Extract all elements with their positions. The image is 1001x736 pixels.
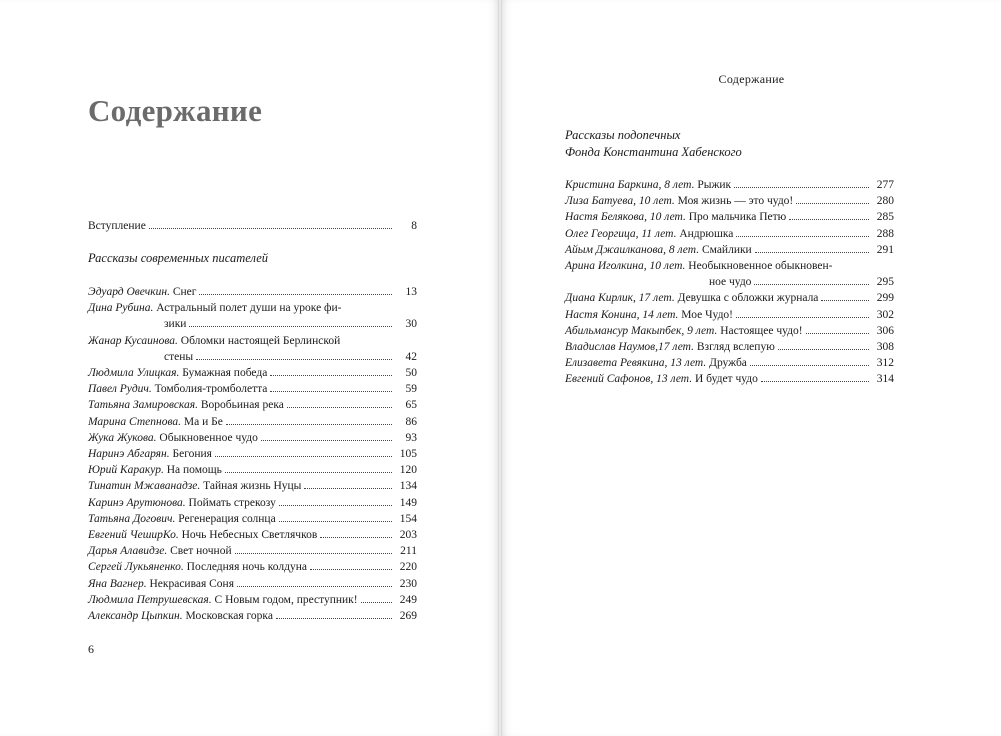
toc-entry-page: 8 xyxy=(411,220,417,232)
toc-entry-title: На помощь xyxy=(166,464,222,477)
toc-list-wards xyxy=(565,177,894,388)
toc-entry-page: 220 xyxy=(399,561,417,574)
toc-entry-title: Мое Чудо! xyxy=(681,308,734,321)
toc-entry-author: Павел Рудич. xyxy=(88,383,152,396)
toc-entry-page: 149 xyxy=(399,496,417,509)
dot-leader xyxy=(304,488,392,489)
toc-entry[interactable] xyxy=(565,323,894,339)
toc-entry[interactable] xyxy=(88,333,417,365)
dot-leader xyxy=(761,381,869,382)
toc-entry-title-cont: зики xyxy=(164,318,187,331)
toc-entry-page: 203 xyxy=(399,529,417,542)
dot-leader xyxy=(789,219,869,220)
dot-leader xyxy=(270,375,392,376)
toc-entry-author: Татьяна Замировская. xyxy=(88,399,198,412)
toc-entry[interactable] xyxy=(88,559,417,575)
dot-leader xyxy=(235,553,392,554)
toc-entry-author: Каринэ Арутюнова. xyxy=(88,496,186,509)
toc-entry-author: Дина Рубина. xyxy=(88,302,154,315)
toc-entry-author: Евгений Сафонов, 13 лет. xyxy=(565,373,693,386)
toc-entry-author: Сергей Лукьяненко. xyxy=(88,561,184,574)
toc-entry-line xyxy=(88,349,417,365)
dot-leader xyxy=(778,349,869,350)
toc-entry-author: Эдуард Овечкин. xyxy=(88,286,170,298)
dot-leader xyxy=(821,300,869,301)
toc-entry-page: 86 xyxy=(405,415,417,428)
toc-entry-page: 306 xyxy=(876,324,894,337)
toc-entry-line xyxy=(88,300,417,316)
toc-entry[interactable] xyxy=(88,527,417,543)
toc-entry-title: Бумажная победа xyxy=(182,367,268,380)
toc-entry[interactable] xyxy=(88,397,417,413)
toc-entry-page: 65 xyxy=(405,399,417,412)
toc-entry-author: Елизавета Ревякина, 13 лет. xyxy=(565,357,707,370)
toc-entry[interactable] xyxy=(88,478,417,494)
toc-entry-author: Кристина Баркина, 8 лет. xyxy=(565,179,695,191)
toc-entry-title: Астральный полет души на уроке фи- xyxy=(156,302,342,315)
toc-entry-page: 93 xyxy=(405,431,417,444)
toc-entry-title: И будет чудо xyxy=(694,373,758,386)
dot-leader xyxy=(754,284,869,285)
toc-entry-title: Ночь Небесных Светлячков xyxy=(181,529,318,542)
toc-entry[interactable] xyxy=(88,365,417,381)
page-number: 6 xyxy=(88,642,94,656)
dot-leader xyxy=(320,537,392,538)
dot-leader xyxy=(755,252,869,253)
toc-entry[interactable] xyxy=(565,226,894,242)
toc-entry-title: Томболия-тромболетта xyxy=(154,383,268,396)
toc-entry[interactable] xyxy=(565,242,894,258)
toc-entry-page: 291 xyxy=(876,243,894,256)
toc-entry-title: Моя жизнь — это чудо! xyxy=(677,195,794,208)
toc-entry-line xyxy=(88,333,417,349)
dot-leader xyxy=(196,359,392,360)
dot-leader xyxy=(215,456,392,457)
toc-entry-title: Свет ночной xyxy=(170,545,232,558)
dot-leader xyxy=(226,424,392,425)
toc-entry-title: Смайлики xyxy=(701,243,752,256)
toc-entry-author: Людмила Улицкая. xyxy=(88,367,180,380)
toc-entry-page: 312 xyxy=(876,357,894,370)
toc-entry-title-cont: стены xyxy=(164,350,194,363)
toc-entry-line xyxy=(565,258,894,274)
dot-leader xyxy=(287,407,392,408)
toc-entry-page: 285 xyxy=(876,211,894,224)
toc-entry[interactable] xyxy=(88,592,417,608)
toc-entry-author: Наринэ Абгарян. xyxy=(88,448,170,461)
toc-entry-page: 269 xyxy=(399,610,417,623)
dot-leader xyxy=(237,586,392,587)
toc-entry[interactable] xyxy=(88,284,417,300)
dot-leader xyxy=(736,236,869,237)
toc-entry-title: Андрюшка xyxy=(679,227,734,240)
toc-entry-author: Лиза Батуева, 10 лет. xyxy=(565,195,675,208)
toc-entry-page: 59 xyxy=(405,383,417,396)
toc-entry-page: 308 xyxy=(876,341,894,354)
toc-entry[interactable] xyxy=(88,414,417,430)
toc-entry[interactable] xyxy=(88,495,417,511)
toc-entry-title: Поймать стрекозу xyxy=(188,496,276,509)
toc-entry-title: Тайная жизнь Нуцы xyxy=(203,480,302,493)
toc-entry-author: Евгений ЧеширКо. xyxy=(88,529,179,542)
toc-entry-title: Московская горка xyxy=(185,610,273,623)
toc-entry-page: 299 xyxy=(876,292,894,305)
toc-entry-title: Регенерация солнца xyxy=(178,512,276,525)
toc-entry-title: Снег xyxy=(172,286,197,298)
section-title-writers: Рассказы современных писателей xyxy=(88,251,269,265)
section-title-line2: Фонда Константина Хабенского xyxy=(565,145,742,159)
toc-entry[interactable] xyxy=(565,339,894,355)
toc-entry[interactable] xyxy=(88,576,417,592)
toc-entry-author: Дарья Алавидзе. xyxy=(88,545,168,558)
toc-entry-page: 105 xyxy=(399,448,417,461)
toc-entry-title: Бегония xyxy=(172,448,212,461)
toc-entry-page: 50 xyxy=(405,367,417,380)
toc-entry-page: 120 xyxy=(399,464,417,477)
toc-entry-author: Настя Конина, 14 лет. xyxy=(565,308,679,321)
toc-entry-page: 249 xyxy=(399,593,417,606)
toc-entry-author: Яна Вагнер. xyxy=(88,577,147,590)
toc-entry-title: Вступление xyxy=(88,220,146,232)
toc-entry-author: Настя Белякова, 10 лет. xyxy=(565,211,686,224)
toc-entry-title: Некрасивая Соня xyxy=(149,577,234,590)
toc-entry-author: Абильмансур Макыпбек, 9 лет. xyxy=(565,324,718,337)
toc-entry-page: 314 xyxy=(876,373,894,386)
toc-entry-title: Обыкновенное чудо xyxy=(159,431,258,444)
toc-entry[interactable] xyxy=(565,307,894,323)
toc-entry[interactable] xyxy=(565,355,894,371)
toc-entry[interactable] xyxy=(88,430,417,446)
page-title: Содержание xyxy=(88,93,263,128)
dot-leader xyxy=(806,333,869,334)
toc-entry-title: Настоящее чудо! xyxy=(720,324,803,337)
toc-entry-page: 295 xyxy=(876,276,894,289)
toc-entry[interactable] xyxy=(565,371,894,387)
dot-leader xyxy=(199,294,392,295)
toc-entry-author: Юрий Каракур. xyxy=(88,464,164,477)
toc-entry-title-cont: ное чудо xyxy=(709,276,752,289)
toc-entry-title: Ма и Бе xyxy=(183,415,223,428)
toc-entry-page: 154 xyxy=(399,512,417,525)
dot-leader xyxy=(149,228,392,229)
dot-leader xyxy=(734,187,869,188)
toc-entry-title: Воробьиная река xyxy=(200,399,284,412)
toc-list-writers xyxy=(88,284,417,624)
toc-entry[interactable] xyxy=(565,193,894,209)
dot-leader xyxy=(736,317,869,318)
toc-entry-page: 302 xyxy=(876,308,894,321)
toc-entry-author: Владислав Наумов,17 лет. xyxy=(565,341,694,354)
toc-entry-title: С Новым годом, преступник! xyxy=(214,593,358,606)
toc-entry-page: 280 xyxy=(876,195,894,208)
toc-entry-page: 230 xyxy=(399,577,417,590)
toc-entry-author: Татьяна Догович. xyxy=(88,512,176,525)
toc-entry-page: 30 xyxy=(405,318,417,331)
dot-leader xyxy=(276,618,392,619)
toc-entry-page: 277 xyxy=(876,179,894,191)
toc-entry[interactable] xyxy=(88,511,417,527)
toc-entry[interactable] xyxy=(88,608,417,624)
dot-leader xyxy=(189,326,392,327)
toc-entry-author: Айым Джаилканова, 8 лет. xyxy=(565,243,700,256)
toc-entry[interactable] xyxy=(88,543,417,559)
toc-entry-line xyxy=(88,316,417,332)
dot-leader xyxy=(796,203,869,204)
toc-entry-line xyxy=(565,274,894,290)
toc-entry-author: Олег Георгица, 11 лет. xyxy=(565,227,677,240)
toc-entry-page: 211 xyxy=(400,545,417,558)
toc-entry[interactable] xyxy=(88,462,417,478)
toc-entry-title: Необыкновенное обыкновен- xyxy=(688,260,833,273)
toc-entry[interactable] xyxy=(565,209,894,225)
toc-entry-author: Марина Степнова. xyxy=(88,415,181,428)
toc-entry[interactable] xyxy=(88,446,417,462)
toc-entry-author: Тинатин Мжаванадзе. xyxy=(88,480,201,493)
toc-entry-page: 288 xyxy=(876,227,894,240)
section-title-line1: Рассказы подопечных xyxy=(565,128,681,142)
toc-entry-title: Про мальчика Петю xyxy=(688,211,787,224)
toc-entry[interactable] xyxy=(565,258,894,290)
toc-intro xyxy=(88,218,417,234)
dot-leader xyxy=(270,391,392,392)
dot-leader xyxy=(261,440,392,441)
toc-entry-page: 13 xyxy=(405,286,417,298)
toc-entry[interactable] xyxy=(88,381,417,397)
toc-entry-author: Людмила Петрушевская. xyxy=(88,593,212,606)
toc-entry-page: 134 xyxy=(399,480,417,493)
toc-entry-author: Жука Жукова. xyxy=(88,431,157,444)
toc-entry-author: Жанар Кусаинова. xyxy=(88,334,178,347)
dot-leader xyxy=(279,521,392,522)
toc-entry[interactable] xyxy=(565,290,894,306)
toc-entry-title: Дружба xyxy=(709,357,747,370)
toc-entry[interactable] xyxy=(88,300,417,332)
toc-entry-page: 42 xyxy=(405,350,417,363)
dot-leader xyxy=(225,472,392,473)
toc-entry-title: Обломки настоящей Берлинской xyxy=(180,334,341,347)
dot-leader xyxy=(310,569,392,570)
dot-leader xyxy=(361,602,392,603)
dot-leader xyxy=(279,505,392,506)
dot-leader xyxy=(750,365,869,366)
toc-entry-title: Девушка с обложки журнала xyxy=(677,292,819,305)
toc-entry[interactable] xyxy=(565,177,894,193)
toc-entry-title: Последняя ночь колдуна xyxy=(186,561,307,574)
toc-entry-title: Взгляд вслепую xyxy=(696,341,775,354)
running-head: Содержание xyxy=(718,72,785,86)
toc-entry-author: Арина Иголкина, 10 лет. xyxy=(565,260,686,273)
section-title-wards xyxy=(565,127,894,161)
toc-entry-title: Рыжик xyxy=(697,179,732,191)
toc-entry-author: Диана Кирлик, 17 лет. xyxy=(565,292,675,305)
toc-entry-intro[interactable] xyxy=(88,218,417,234)
toc-entry-author: Александр Цыпкин. xyxy=(88,610,183,623)
